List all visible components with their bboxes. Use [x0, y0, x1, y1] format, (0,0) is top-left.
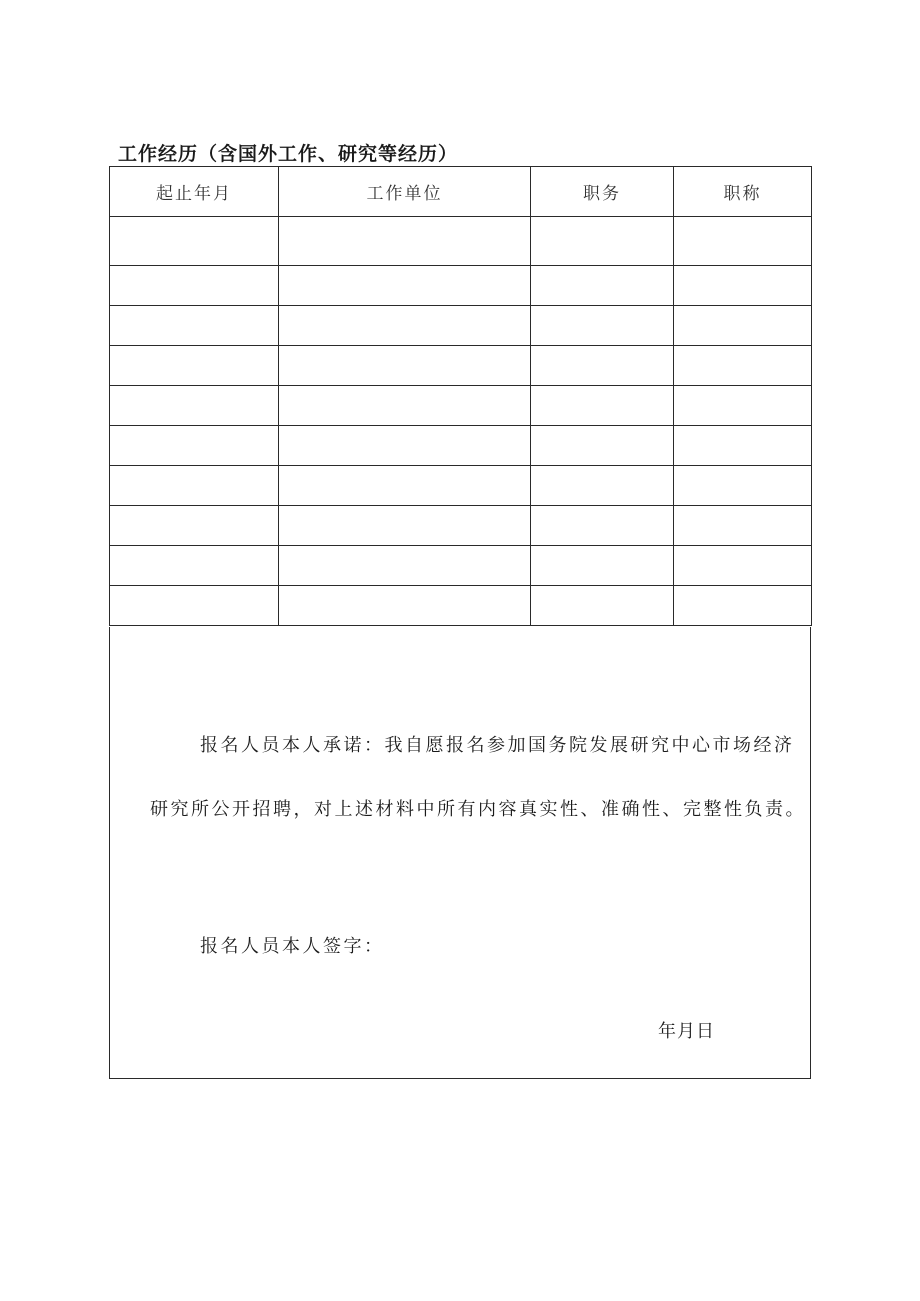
section-title: 工作经历（含国外工作、研究等经历） [118, 143, 459, 165]
cell-title[interactable] [674, 546, 812, 586]
cell-title[interactable] [674, 306, 812, 346]
cell-period[interactable] [110, 306, 279, 346]
work-history-table [109, 166, 812, 626]
signature-label: 报名人员本人签字： [200, 936, 385, 957]
cell-title[interactable] [674, 266, 812, 306]
cell-period[interactable] [110, 426, 279, 466]
table-row [110, 586, 812, 626]
cell-employer[interactable] [279, 506, 531, 546]
cell-period[interactable] [110, 346, 279, 386]
table-row [110, 386, 812, 426]
cell-employer[interactable] [279, 217, 531, 266]
table-row [110, 306, 812, 346]
cell-employer[interactable] [279, 386, 531, 426]
cell-title[interactable] [674, 426, 812, 466]
table-row [110, 266, 812, 306]
cell-employer[interactable] [279, 346, 531, 386]
cell-period[interactable] [110, 266, 279, 306]
cell-position[interactable] [531, 586, 674, 626]
cell-period[interactable] [110, 466, 279, 506]
cell-position[interactable] [531, 346, 674, 386]
table-row [110, 217, 812, 266]
cell-period[interactable] [110, 506, 279, 546]
table-row [110, 506, 812, 546]
cell-title[interactable] [674, 586, 812, 626]
cell-employer[interactable] [279, 466, 531, 506]
cell-title[interactable] [674, 386, 812, 426]
cell-period[interactable] [110, 546, 279, 586]
cell-period[interactable] [110, 217, 279, 266]
cell-title[interactable] [674, 346, 812, 386]
header-position: 职务 [531, 167, 674, 217]
cell-position[interactable] [531, 546, 674, 586]
pledge-box [109, 627, 811, 1079]
cell-title[interactable] [674, 506, 812, 546]
cell-position[interactable] [531, 217, 674, 266]
cell-period[interactable] [110, 586, 279, 626]
cell-title[interactable] [674, 466, 812, 506]
cell-employer[interactable] [279, 306, 531, 346]
date-label: 年月日 [658, 1021, 715, 1042]
cell-employer[interactable] [279, 266, 531, 306]
cell-employer[interactable] [279, 546, 531, 586]
header-title: 职称 [674, 167, 812, 217]
header-period: 起止年月 [110, 167, 279, 217]
table-header-row [110, 167, 812, 217]
cell-employer[interactable] [279, 426, 531, 466]
table-row [110, 426, 812, 466]
cell-employer[interactable] [279, 586, 531, 626]
table-row [110, 466, 812, 506]
cell-position[interactable] [531, 506, 674, 546]
table-row [110, 546, 812, 586]
cell-position[interactable] [531, 426, 674, 466]
cell-position[interactable] [531, 266, 674, 306]
cell-position[interactable] [531, 306, 674, 346]
header-employer: 工作单位 [279, 167, 531, 217]
cell-title[interactable] [674, 217, 812, 266]
cell-position[interactable] [531, 386, 674, 426]
pledge-text: 报名人员本人承诺：我自愿报名参加国务院发展研究中心市场经济研究所公开招聘，对上述材料中所有内容真实性、准确性、完整性负责。 [150, 735, 806, 820]
table-row [110, 346, 812, 386]
cell-position[interactable] [531, 466, 674, 506]
cell-period[interactable] [110, 386, 279, 426]
